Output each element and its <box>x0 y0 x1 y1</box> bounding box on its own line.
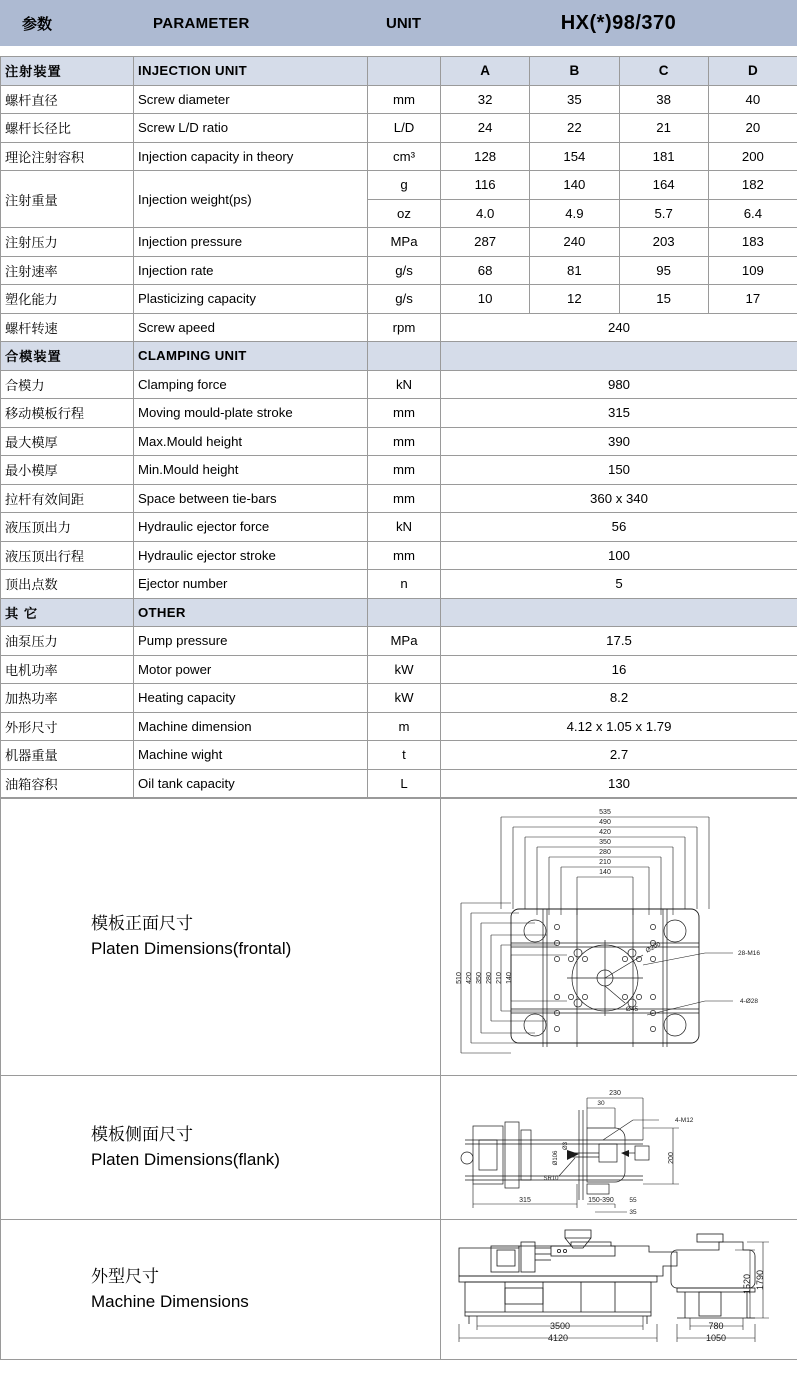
spec-label-en: Injection weight(ps) <box>134 171 368 228</box>
spec-label-en: Hydraulic ejector stroke <box>134 541 368 570</box>
callout-4-m12: 4-M12 <box>674 1116 693 1124</box>
spec-value-merged: 2.7 <box>441 741 797 770</box>
dim-v-350: 350 <box>475 972 483 984</box>
spec-label-cn: 最大模厚 <box>1 427 134 456</box>
section-header-row <box>1 342 797 371</box>
spec-value: 240 <box>530 228 619 257</box>
dim-flank-230: 230 <box>608 1089 621 1097</box>
dim-v-140: 140 <box>505 972 513 984</box>
spec-unit: kW <box>368 684 441 713</box>
spec-label-en: Injection capacity in theory <box>134 142 368 171</box>
spec-label-en: Max.Mould height <box>134 427 368 456</box>
spec-value: 181 <box>619 142 708 171</box>
spec-value-merged: 130 <box>441 769 797 798</box>
spec-value: 32 <box>441 85 530 114</box>
spec-row <box>1 484 797 513</box>
spec-row <box>1 541 797 570</box>
spec-label-cn: 螺杆长径比 <box>1 114 134 143</box>
dim-h-420: 420 <box>598 829 611 836</box>
spec-label-cn: 加热功率 <box>1 684 134 713</box>
spec-value: 21 <box>619 114 708 143</box>
spec-value: 200 <box>708 142 797 171</box>
spec-value-merged: 4.12 x 1.05 x 1.79 <box>441 712 797 741</box>
spec-row <box>1 712 797 741</box>
spec-label-en: Plasticizing capacity <box>134 285 368 314</box>
spec-label-cn: 顶出点数 <box>1 570 134 599</box>
spec-value: 10 <box>441 285 530 314</box>
spec-label-cn: 注射压力 <box>1 228 134 257</box>
spec-value: 4.9 <box>530 199 619 228</box>
dim-flank-30: 30 <box>596 1099 605 1107</box>
spec-value: 109 <box>708 256 797 285</box>
dim-flank-35: 35 <box>628 1208 637 1216</box>
section-header-row <box>1 598 797 627</box>
spec-label-en: Screw apeed <box>134 313 368 342</box>
spec-row <box>1 741 797 770</box>
dim-flank-55: 55 <box>628 1196 637 1204</box>
spec-label-cn: 液压顶出力 <box>1 513 134 542</box>
spec-unit: mm <box>368 427 441 456</box>
section-title-en: OTHER <box>134 598 368 627</box>
spec-unit: mm <box>368 399 441 428</box>
spec-value-merged: 100 <box>441 541 797 570</box>
spec-value: 17 <box>708 285 797 314</box>
spec-label-en: Pump pressure <box>134 627 368 656</box>
spec-value-merged: 16 <box>441 655 797 684</box>
header-parameter-en: PARAMETER <box>153 14 250 32</box>
platen-frontal-title-en: Platen Dimensions(frontal) <box>91 939 292 958</box>
spec-label-cn: 电机功率 <box>1 655 134 684</box>
dim-flank-150-390: 150-390 <box>587 1196 614 1204</box>
spec-label-cn: 注射速率 <box>1 256 134 285</box>
spec-label-en: Min.Mould height <box>134 456 368 485</box>
section-unit-cell <box>368 57 441 86</box>
dim-flank-315: 315 <box>518 1196 531 1204</box>
spec-label-en: Hydraulic ejector force <box>134 513 368 542</box>
dim-v-210: 210 <box>495 972 503 984</box>
variant-column-header: A <box>441 57 530 86</box>
spec-label-en: Screw L/D ratio <box>134 114 368 143</box>
spec-row <box>1 456 797 485</box>
spec-value: 40 <box>708 85 797 114</box>
diagram-row-platen-flank <box>1 1076 797 1220</box>
spec-row <box>1 285 797 314</box>
spec-label-cn: 螺杆转速 <box>1 313 134 342</box>
machine-dimensions-drawing-cell <box>441 1220 797 1360</box>
spec-label-en: Machine wight <box>134 741 368 770</box>
dim-h-350: 350 <box>598 839 611 846</box>
spec-label-cn: 注射重量 <box>1 171 134 228</box>
spec-row <box>1 655 797 684</box>
spec-table-body <box>1 57 797 798</box>
spec-unit: mm <box>368 456 441 485</box>
platen-frontal-label-cell <box>1 799 441 1076</box>
spec-label-cn: 机器重量 <box>1 741 134 770</box>
dim-machine-780: 780 <box>707 1320 724 1331</box>
section-title-en: INJECTION UNIT <box>134 57 368 86</box>
spec-value-merged: 56 <box>441 513 797 542</box>
dim-machine-1520: 1520 <box>741 1273 752 1294</box>
spec-value: 12 <box>530 285 619 314</box>
spec-label-en: Clamping force <box>134 370 368 399</box>
spec-unit: MPa <box>368 627 441 656</box>
section-value-cell <box>441 598 797 627</box>
spec-row <box>1 684 797 713</box>
table-header-band <box>0 0 797 46</box>
spec-unit: kN <box>368 370 441 399</box>
spec-value: 81 <box>530 256 619 285</box>
spec-value: 128 <box>441 142 530 171</box>
spec-unit: L/D <box>368 114 441 143</box>
spec-label-cn: 理论注射容积 <box>1 142 134 171</box>
spec-value-merged: 315 <box>441 399 797 428</box>
section-unit-cell <box>368 342 441 371</box>
spec-row <box>1 370 797 399</box>
spec-label-en: Injection rate <box>134 256 368 285</box>
spec-unit: oz <box>368 199 441 228</box>
spec-label-en: Injection pressure <box>134 228 368 257</box>
spec-value: 164 <box>619 171 708 200</box>
spec-value: 95 <box>619 256 708 285</box>
section-title-cn: 合模装置 <box>1 342 134 371</box>
spec-unit: kN <box>368 513 441 542</box>
spec-row <box>1 171 797 200</box>
spec-value-merged: 980 <box>441 370 797 399</box>
spec-row <box>1 256 797 285</box>
spec-label-en: Moving mould-plate stroke <box>134 399 368 428</box>
callout-dia3: Ø3 <box>562 1141 569 1150</box>
spec-label-cn: 液压顶出行程 <box>1 541 134 570</box>
spec-unit: g/s <box>368 256 441 285</box>
spec-row <box>1 85 797 114</box>
spec-label-en: Space between tie-bars <box>134 484 368 513</box>
spec-unit: L <box>368 769 441 798</box>
spec-label-en: Ejector number <box>134 570 368 599</box>
section-value-cell <box>441 342 797 371</box>
platen-frontal-drawing-cell <box>441 799 797 1076</box>
spec-label-cn: 合模力 <box>1 370 134 399</box>
spec-label-cn: 外形尺寸 <box>1 712 134 741</box>
dim-machine-4120: 4120 <box>547 1332 568 1343</box>
spec-value: 38 <box>619 85 708 114</box>
spec-value: 203 <box>619 228 708 257</box>
spec-row <box>1 570 797 599</box>
spec-value: 182 <box>708 171 797 200</box>
variant-column-header: B <box>530 57 619 86</box>
diagrams-table <box>0 798 797 1360</box>
header-model: HX(*)98/370 <box>560 11 677 34</box>
callout-28-m16: 28-M16 <box>737 950 760 957</box>
spec-label-cn: 拉杆有效间距 <box>1 484 134 513</box>
callout-dia200: Ø200 <box>644 940 662 955</box>
spec-label-cn: 塑化能力 <box>1 285 134 314</box>
machine-dimensions-title-cn: 外型尺寸 <box>91 1266 159 1286</box>
dim-h-140: 140 <box>598 869 611 876</box>
spec-row <box>1 142 797 171</box>
dim-h-535: 535 <box>598 809 611 816</box>
spec-unit: g/s <box>368 285 441 314</box>
spec-value: 154 <box>530 142 619 171</box>
spec-unit: g <box>368 171 441 200</box>
platen-flank-title-cn: 模板侧面尺寸 <box>91 1124 193 1144</box>
header-unit: UNIT <box>386 14 421 32</box>
spec-value: 15 <box>619 285 708 314</box>
spec-label-en: Screw diameter <box>134 85 368 114</box>
specifications-table <box>0 56 797 798</box>
spec-value: 22 <box>530 114 619 143</box>
platen-flank-drawing-cell <box>441 1076 797 1220</box>
spec-label-en: Oil tank capacity <box>134 769 368 798</box>
spec-row <box>1 769 797 798</box>
section-title-en: CLAMPING UNIT <box>134 342 368 371</box>
spec-unit: rpm <box>368 313 441 342</box>
spec-unit: mm <box>368 85 441 114</box>
dim-h-490: 490 <box>598 819 611 826</box>
dim-h-280: 280 <box>598 849 611 856</box>
spec-value-merged: 360 x 340 <box>441 484 797 513</box>
machine-dimensions-title-en: Machine Dimensions <box>91 1291 249 1311</box>
spec-row <box>1 114 797 143</box>
spec-unit: MPa <box>368 228 441 257</box>
spec-unit: cm³ <box>368 142 441 171</box>
dim-machine-3500: 3500 <box>549 1320 570 1331</box>
spec-unit: n <box>368 570 441 599</box>
callout-sr10: SR10 <box>542 1175 559 1182</box>
section-unit-cell <box>368 598 441 627</box>
spec-value: 116 <box>441 171 530 200</box>
spec-value: 287 <box>441 228 530 257</box>
spec-value: 68 <box>441 256 530 285</box>
spec-row <box>1 427 797 456</box>
spec-value-merged: 150 <box>441 456 797 485</box>
section-title-cn: 其 它 <box>1 598 134 627</box>
spec-label-cn: 螺杆直径 <box>1 85 134 114</box>
spec-label-en: Motor power <box>134 655 368 684</box>
spec-value-merged: 5 <box>441 570 797 599</box>
spec-value-merged: 240 <box>441 313 797 342</box>
spec-value-merged: 17.5 <box>441 627 797 656</box>
variant-column-header: C <box>619 57 708 86</box>
spec-unit: kW <box>368 655 441 684</box>
spec-label-cn: 最小模厚 <box>1 456 134 485</box>
spec-value: 35 <box>530 85 619 114</box>
spec-value-merged: 390 <box>441 427 797 456</box>
callout-dia106: Ø106 <box>552 1150 559 1165</box>
header-parameter-cn: 参数 <box>22 15 53 33</box>
spec-label-cn: 油泵压力 <box>1 627 134 656</box>
dim-v-510: 510 <box>455 972 463 984</box>
spec-value: 5.7 <box>619 199 708 228</box>
dim-v-280: 280 <box>485 972 493 984</box>
spec-value: 140 <box>530 171 619 200</box>
platen-flank-label-cell <box>1 1076 441 1220</box>
platen-flank-drawing <box>447 1080 792 1216</box>
header-gap <box>0 46 797 56</box>
platen-frontal-drawing <box>447 803 792 1071</box>
spec-unit: mm <box>368 484 441 513</box>
spec-row <box>1 313 797 342</box>
dim-h-210: 210 <box>598 859 611 866</box>
spec-label-en: Heating capacity <box>134 684 368 713</box>
spec-label-en: Machine dimension <box>134 712 368 741</box>
spec-label-cn: 油箱容积 <box>1 769 134 798</box>
machine-dimensions-label-cell <box>1 1220 441 1360</box>
diagram-row-machine-dimensions <box>1 1220 797 1360</box>
callout-4-dia28: 4-Ø28 <box>739 998 758 1005</box>
spec-value: 4.0 <box>441 199 530 228</box>
spec-unit: m <box>368 712 441 741</box>
spec-row <box>1 399 797 428</box>
dim-flank-200: 200 <box>667 1151 675 1164</box>
dim-v-420: 420 <box>465 972 473 984</box>
spec-unit: mm <box>368 541 441 570</box>
section-title-cn: 注射装置 <box>1 57 134 86</box>
dim-machine-1790: 1790 <box>754 1269 765 1290</box>
spec-unit: t <box>368 741 441 770</box>
dim-machine-1050: 1050 <box>705 1332 726 1343</box>
spec-row <box>1 228 797 257</box>
diagram-row-platen-frontal <box>1 799 797 1076</box>
spec-row <box>1 513 797 542</box>
variant-column-header: D <box>708 57 797 86</box>
callout-dia45: Ø45 <box>625 1006 638 1013</box>
spec-label-cn: 移动模板行程 <box>1 399 134 428</box>
platen-flank-title-en: Platen Dimensions(flank) <box>91 1149 280 1169</box>
platen-frontal-title-cn: 模板正面尺寸 <box>91 914 193 934</box>
spec-value: 20 <box>708 114 797 143</box>
spec-value: 6.4 <box>708 199 797 228</box>
spec-value-merged: 8.2 <box>441 684 797 713</box>
spec-row <box>1 627 797 656</box>
machine-dimensions-drawing <box>447 1226 792 1354</box>
spec-value: 183 <box>708 228 797 257</box>
spec-value: 24 <box>441 114 530 143</box>
section-header-row <box>1 57 797 86</box>
